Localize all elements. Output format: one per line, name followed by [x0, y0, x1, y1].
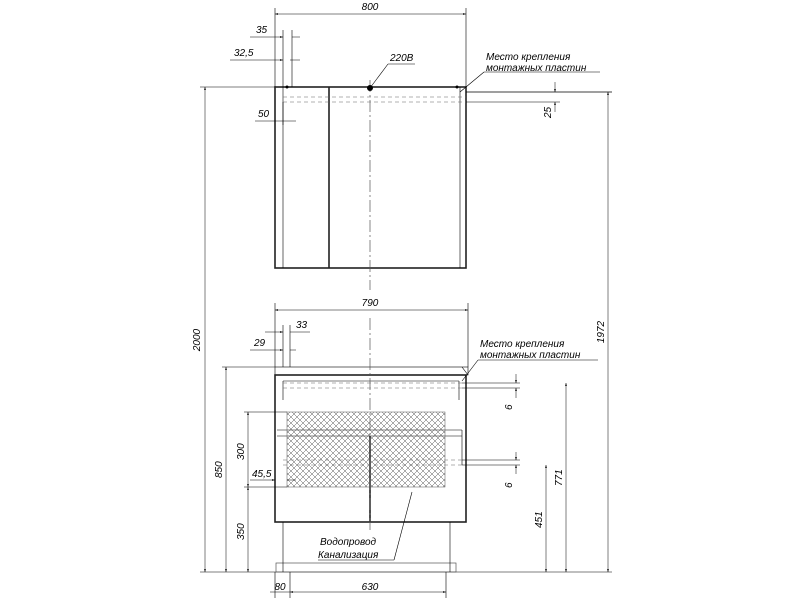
dim-50: 50 [258, 109, 270, 120]
sewer-label: Канализация [318, 550, 379, 561]
dim-771: 771 [554, 469, 565, 486]
dim-80: 80 [274, 582, 286, 593]
vanity-unit [214, 298, 598, 598]
vanity-mount-label-line2: монтажных пластин [480, 350, 581, 361]
dim-32-5: 32,5 [234, 48, 254, 59]
dim-800: 800 [361, 2, 379, 13]
dim-6-top: 6 [504, 404, 515, 410]
mirror-cabinet [230, 2, 612, 290]
pipe-cutout-area [287, 412, 445, 487]
dim-630: 630 [361, 582, 379, 593]
plinth [276, 563, 456, 572]
water-supply-label: Водопровод [320, 537, 377, 548]
overall-dimensions [192, 87, 612, 572]
dim-350: 350 [236, 523, 247, 540]
mount-hole [286, 86, 289, 89]
power-label: 220В [390, 53, 414, 64]
mount-label-line2: монтажных пластин [486, 63, 587, 74]
mirror-cabinet-body [275, 87, 466, 268]
mount-label-line1: Место крепления [486, 52, 571, 63]
mount-hole [456, 86, 459, 89]
dim-790: 790 [361, 298, 379, 309]
sink-top [275, 367, 468, 375]
dim-29: 29 [254, 338, 266, 349]
dim-35: 35 [256, 25, 268, 36]
dim-300: 300 [236, 443, 247, 460]
dim-45-5: 45,5 [252, 469, 272, 480]
dim-1972: 1972 [596, 320, 607, 344]
dim-2000: 2000 [192, 328, 203, 352]
dim-850: 850 [214, 461, 225, 478]
vanity-mount-label-line1: Место крепления [480, 339, 565, 350]
dim-6-bottom: 6 [504, 482, 515, 488]
dim-33: 33 [296, 320, 308, 331]
dim-451: 451 [534, 511, 545, 528]
dim-25: 25 [543, 106, 554, 118]
